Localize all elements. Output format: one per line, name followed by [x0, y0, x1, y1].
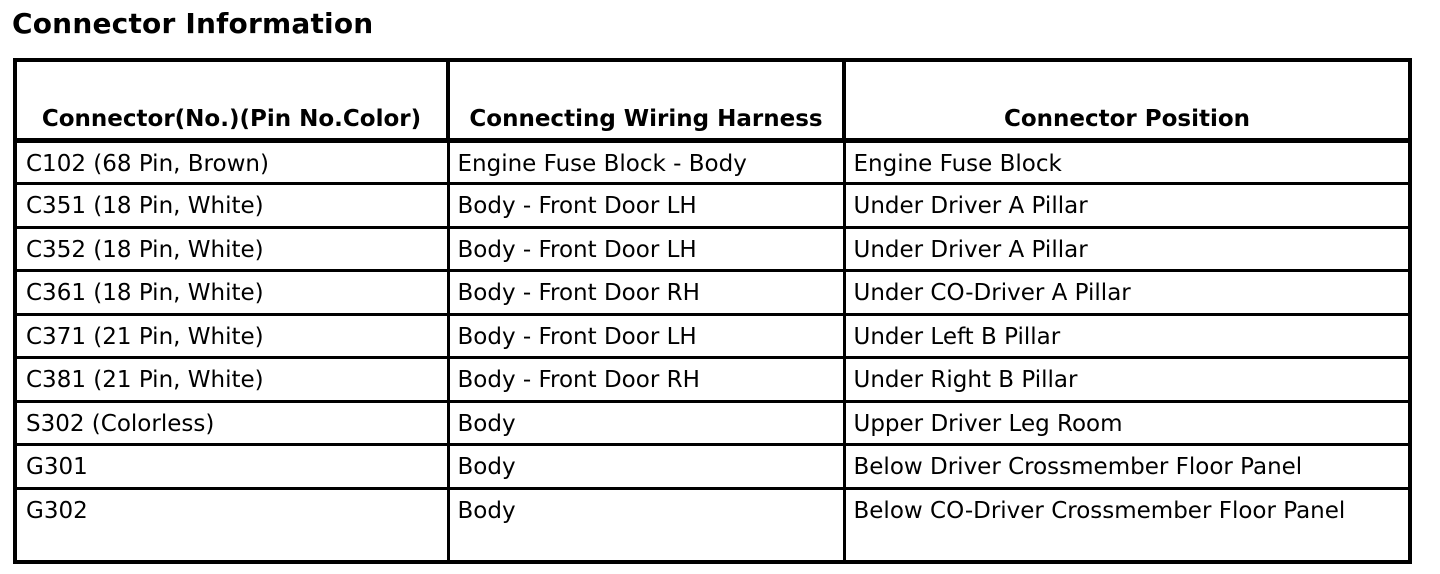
cell-wiring-harness: Body: [448, 445, 844, 489]
cell-wiring-harness: Engine Fuse Block - Body: [448, 140, 844, 184]
page-title: Connector Information: [12, 7, 374, 40]
header-wiring-harness: Connecting Wiring Harness: [448, 60, 844, 140]
header-row: [15, 60, 1410, 140]
cell-connector: C381 (21 Pin, White): [15, 358, 448, 402]
connector-table: [13, 58, 1412, 564]
header-connector: Connector(No.)(Pin No.Color): [15, 60, 448, 140]
cell-position: Upper Driver Leg Room: [844, 401, 1410, 445]
cell-wiring-harness: Body - Front Door RH: [448, 271, 844, 315]
table-row: [15, 271, 1410, 315]
cell-position: Under Driver A Pillar: [844, 184, 1410, 228]
cell-position: Below CO-Driver Crossmember Floor Panel: [844, 488, 1410, 562]
table-header: [15, 60, 1410, 140]
cell-connector: G301: [15, 445, 448, 489]
table-row: [15, 314, 1410, 358]
table-row: [15, 227, 1410, 271]
table-row: [15, 184, 1410, 228]
table-body: [15, 140, 1410, 562]
cell-wiring-harness: Body - Front Door LH: [448, 314, 844, 358]
cell-connector: C102 (68 Pin, Brown): [15, 140, 448, 184]
table-row: [15, 445, 1410, 489]
table-row: [15, 488, 1410, 562]
cell-wiring-harness: Body - Front Door LH: [448, 227, 844, 271]
table-row: [15, 358, 1410, 402]
cell-position: Below Driver Crossmember Floor Panel: [844, 445, 1410, 489]
cell-wiring-harness: Body - Front Door RH: [448, 358, 844, 402]
cell-position: Under CO-Driver A Pillar: [844, 271, 1410, 315]
cell-connector: S302 (Colorless): [15, 401, 448, 445]
cell-connector: C351 (18 Pin, White): [15, 184, 448, 228]
cell-wiring-harness: Body: [448, 401, 844, 445]
cell-position: Under Left B Pillar: [844, 314, 1410, 358]
cell-position: Under Driver A Pillar: [844, 227, 1410, 271]
header-connector-position: Connector Position: [844, 60, 1410, 140]
cell-position: Under Right B Pillar: [844, 358, 1410, 402]
cell-position: Engine Fuse Block: [844, 140, 1410, 184]
cell-connector: C352 (18 Pin, White): [15, 227, 448, 271]
cell-connector: C371 (21 Pin, White): [15, 314, 448, 358]
table-row: [15, 401, 1410, 445]
cell-connector: G302: [15, 488, 448, 562]
cell-wiring-harness: Body - Front Door LH: [448, 184, 844, 228]
cell-wiring-harness: Body: [448, 488, 844, 562]
cell-connector: C361 (18 Pin, White): [15, 271, 448, 315]
table-row: [15, 140, 1410, 184]
